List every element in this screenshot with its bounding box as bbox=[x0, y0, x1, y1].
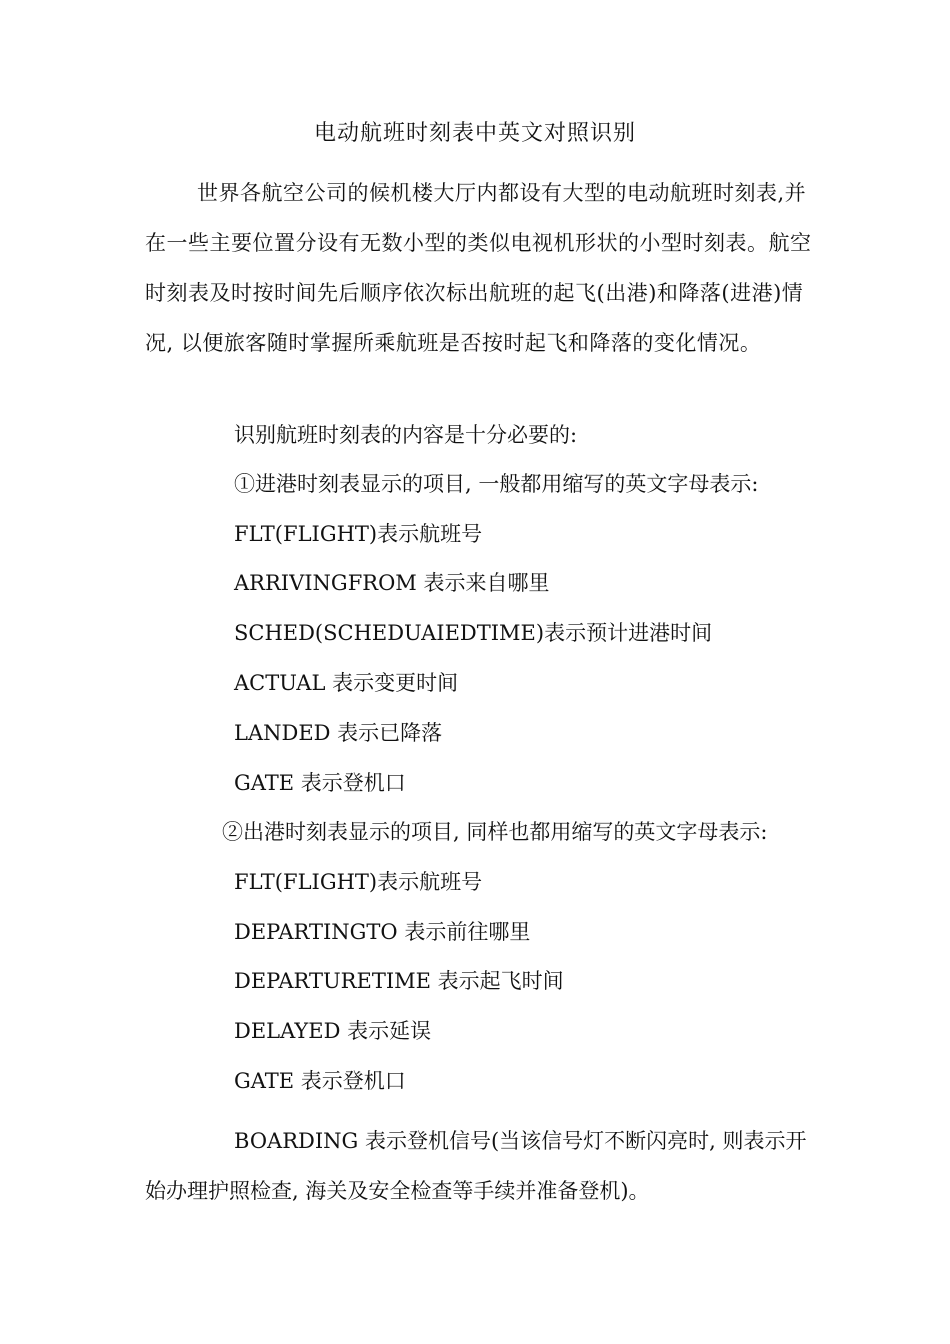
lead-in-line: 识别航班时刻表的内容是十分必要的: bbox=[234, 423, 578, 447]
arrivals-heading: ①进港时刻表显示的项目, 一般都用缩写的英文字母表示: bbox=[234, 472, 759, 496]
departures-item: DELAYED 表示延误 bbox=[234, 1019, 432, 1043]
departures-heading: ②出港时刻表显示的项目, 同样也都用缩写的英文字母表示: bbox=[222, 820, 768, 844]
departures-item: GATE 表示登机口 bbox=[234, 1069, 406, 1093]
arrivals-item: ARRIVINGFROM 表示来自哪里 bbox=[234, 571, 550, 595]
arrivals-item: ACTUAL 表示变更时间 bbox=[234, 671, 459, 695]
closing-paragraph: BOARDING 表示登机信号(当该信号灯不断闪亮时, 则表示开始办理护照检查, 海关及安全检查等手续并准备登机)。 bbox=[145, 1129, 807, 1203]
arrivals-item: LANDED 表示已降落 bbox=[234, 721, 443, 745]
arrivals-item: GATE 表示登机口 bbox=[234, 771, 406, 795]
intro-paragraph: 世界各航空公司的候机楼大厅内都设有大型的电动航班时刻表,并在一些主要位置分设有无数小型的类似电视机形状的小型时刻表。航空时刻表及时按时间先后顺序依次标出航班的起飞(出港)和降落(进港)情况, 以便旅客随时掌握所乘航班是否按时起飞和降落的变化情况。 bbox=[145, 181, 812, 355]
arrivals-item: SCHED(SCHEDUAIEDTIME)表示预计进港时间 bbox=[234, 621, 713, 645]
page-title: 电动航班时刻表中英文对照识别 bbox=[313, 121, 636, 146]
departures-item: DEPARTINGTO 表示前往哪里 bbox=[234, 920, 531, 944]
departures-item: DEPARTURETIME 表示起飞时间 bbox=[234, 969, 564, 993]
arrivals-item: FLT(FLIGHT)表示航班号 bbox=[234, 522, 483, 546]
departures-item: FLT(FLIGHT)表示航班号 bbox=[234, 870, 483, 894]
